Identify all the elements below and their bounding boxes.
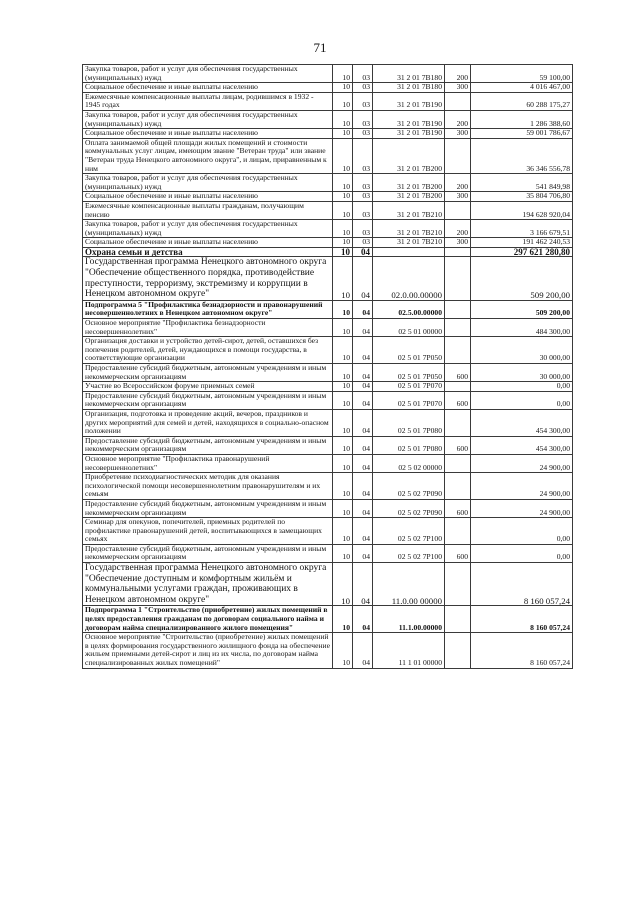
row-amount: 0,00 [471, 544, 573, 562]
table-row [83, 83, 573, 93]
row-name: Государственная программа Ненецкого автономного округа "Обеспечение общественного порядка, противодействие преступности, терроризму, экстремизму и коррупции в Ненецком автономном округе" [83, 257, 333, 300]
row-subsection: 04 [353, 563, 373, 606]
row-target-article: 02 5 01 7Р080 [373, 409, 445, 436]
row-subsection: 03 [353, 65, 373, 83]
row-expense-type: 600 [445, 391, 471, 409]
row-section: 10 [333, 238, 353, 248]
row-subsection: 04 [353, 633, 373, 668]
row-section: 10 [333, 65, 353, 83]
row-subsection: 03 [353, 238, 373, 248]
row-target-article: 11.0.00 00000 [373, 563, 445, 606]
row-subsection: 03 [353, 110, 373, 128]
row-expense-type: 600 [445, 499, 471, 517]
row-name: Предоставление субсидий бюджетным, автономным учреждениям и иным некоммерческим организациям [83, 544, 333, 562]
table-row [83, 454, 573, 472]
row-name: Семинар для опекунов, попечителей, приемных родителей по профилактике правонарушений детей, воспитывающихся в замещающих семьях [83, 518, 333, 545]
table-row [83, 364, 573, 382]
row-amount: 59 100,00 [471, 65, 573, 83]
table-row [83, 220, 573, 238]
row-amount: 454 300,00 [471, 409, 573, 436]
row-subsection: 03 [353, 92, 373, 110]
row-section: 10 [333, 499, 353, 517]
row-target-article: 02.0.00.00000 [373, 257, 445, 300]
row-section: 10 [333, 454, 353, 472]
row-expense-type: 300 [445, 238, 471, 248]
row-expense-type: 300 [445, 192, 471, 202]
table-row [83, 247, 573, 257]
row-subsection: 04 [353, 473, 373, 500]
table-row [83, 563, 573, 606]
row-expense-type [445, 563, 471, 606]
table-row [83, 110, 573, 128]
row-subsection: 04 [353, 391, 373, 409]
row-target-article: 31 2 01 7В200 [373, 192, 445, 202]
row-name: Организация доставки и устройство детей-сирот, детей, оставшихся без попечения родителей, детей, нуждающихся в помощи государства, в соответствующие организации [83, 337, 333, 364]
row-target-article: 31 2 01 7В210 [373, 201, 445, 219]
row-target-article: 02 5 02 7Р100 [373, 518, 445, 545]
row-target-article: 02 5 02 7Р090 [373, 499, 445, 517]
row-name: Предоставление субсидий бюджетным, автономным учреждениям и иным некоммерческим организациям [83, 391, 333, 409]
row-name: Закупка товаров, работ и услуг для обеспечения государственных (муниципальных) нужд [83, 220, 333, 238]
table-row [83, 201, 573, 219]
row-section: 10 [333, 319, 353, 337]
table-row [83, 174, 573, 192]
row-target-article: 02 5 01 7Р080 [373, 436, 445, 454]
row-section: 10 [333, 247, 353, 257]
row-target-article: 31 2 01 7В180 [373, 83, 445, 93]
budget-table [82, 64, 573, 669]
row-name: Организация, подготовка и проведение акций, вечеров, праздников и других мероприятий для семей и детей, находящихся в социально-опасном положении [83, 409, 333, 436]
row-target-article: 02 5 02 7Р100 [373, 544, 445, 562]
row-expense-type [445, 409, 471, 436]
row-amount: 509 200,00 [471, 257, 573, 300]
row-section: 10 [333, 633, 353, 668]
table-row [83, 633, 573, 668]
row-subsection: 03 [353, 174, 373, 192]
row-subsection: 04 [353, 499, 373, 517]
row-amount: 24 900,00 [471, 473, 573, 500]
row-target-article: 11.1.00.00000 [373, 606, 445, 633]
row-name: Предоставление субсидий бюджетным, автономным учреждениям и иным некоммерческим организациям [83, 499, 333, 517]
row-expense-type [445, 138, 471, 173]
row-amount: 0,00 [471, 391, 573, 409]
row-name: Подпрограмма 5 "Профилактика безнадзорности и правонарушений несовершеннолетних в Ненецком автономном округе" [83, 300, 333, 318]
row-target-article: 02 5 02 00000 [373, 454, 445, 472]
table-row [83, 544, 573, 562]
row-amount: 454 300,00 [471, 436, 573, 454]
row-amount: 484 300,00 [471, 319, 573, 337]
row-name: Основное мероприятие "Профилактика безнадзорности несовершеннолетних" [83, 319, 333, 337]
row-target-article: 31 2 01 7В190 [373, 92, 445, 110]
row-expense-type [445, 633, 471, 668]
row-target-article: 31 2 01 7В200 [373, 174, 445, 192]
row-amount: 0,00 [471, 518, 573, 545]
row-expense-type: 300 [445, 129, 471, 139]
row-section: 10 [333, 382, 353, 392]
row-subsection: 03 [353, 138, 373, 173]
row-target-article: 02 5 01 7Р050 [373, 337, 445, 364]
row-target-article: 02.5.00.00000 [373, 300, 445, 318]
table-row [83, 129, 573, 139]
row-amount: 8 160 057,24 [471, 606, 573, 633]
row-subsection: 04 [353, 319, 373, 337]
row-amount: 0,00 [471, 382, 573, 392]
table-row [83, 499, 573, 517]
row-section: 10 [333, 337, 353, 364]
row-expense-type: 600 [445, 436, 471, 454]
row-section: 10 [333, 83, 353, 93]
row-name: Предоставление субсидий бюджетным, автономным учреждениям и иным некоммерческим организациям [83, 364, 333, 382]
row-expense-type [445, 454, 471, 472]
row-amount: 541 849,98 [471, 174, 573, 192]
row-section: 10 [333, 409, 353, 436]
row-subsection: 04 [353, 454, 373, 472]
row-amount: 59 001 786,67 [471, 129, 573, 139]
row-expense-type [445, 92, 471, 110]
row-target-article [373, 247, 445, 257]
row-subsection: 03 [353, 220, 373, 238]
row-subsection: 03 [353, 83, 373, 93]
row-section: 10 [333, 138, 353, 173]
row-amount: 8 160 057,24 [471, 633, 573, 668]
row-expense-type [445, 247, 471, 257]
row-name: Участие во Всероссийском форуме приемных семей [83, 382, 333, 392]
row-name: Основное мероприятие "Профилактика правонарушений несовершеннолетних" [83, 454, 333, 472]
row-subsection: 04 [353, 300, 373, 318]
row-target-article: 02 5 01 00000 [373, 319, 445, 337]
row-target-article: 11 1 01 00000 [373, 633, 445, 668]
table-row [83, 257, 573, 300]
row-section: 10 [333, 192, 353, 202]
row-subsection: 03 [353, 129, 373, 139]
row-name: Подпрограмма 1 "Строительство (приобретение) жилых помещений в целях предоставления гражданам по договорам социального найма и договорам найма специализированного жилого помещения" [83, 606, 333, 633]
row-name: Закупка товаров, работ и услуг для обеспечения государственных (муниципальных) нужд [83, 174, 333, 192]
table-row [83, 518, 573, 545]
row-amount: 60 288 175,27 [471, 92, 573, 110]
row-expense-type [445, 518, 471, 545]
row-section: 10 [333, 391, 353, 409]
row-subsection: 04 [353, 337, 373, 364]
row-name: Социальное обеспечение и иные выплаты населению [83, 83, 333, 93]
row-target-article: 31 2 01 7В190 [373, 129, 445, 139]
row-amount: 8 160 057,24 [471, 563, 573, 606]
table-row [83, 300, 573, 318]
row-target-article: 02 5 01 7Р070 [373, 391, 445, 409]
row-amount: 35 804 706,80 [471, 192, 573, 202]
row-expense-type [445, 257, 471, 300]
table-row [83, 606, 573, 633]
row-name: Ежемесячные компенсационные выплаты гражданам, получающим пенсию [83, 201, 333, 219]
row-name: Оплата занимаемой общей площади жилых помещений и стоимости коммунальных услуг лицам, имеющим звание "Ветеран труда" или звание "Ветеран труда Ненецкого автономного округа", и лицам, приравненным к ним [83, 138, 333, 173]
table-row [83, 238, 573, 248]
row-subsection: 04 [353, 382, 373, 392]
page-number: 71 [313, 40, 327, 55]
row-expense-type: 200 [445, 174, 471, 192]
row-subsection: 04 [353, 544, 373, 562]
row-expense-type [445, 337, 471, 364]
row-target-article: 02 5 01 7Р070 [373, 382, 445, 392]
row-expense-type: 200 [445, 110, 471, 128]
row-target-article: 31 2 01 7В180 [373, 65, 445, 83]
table-row [83, 473, 573, 500]
row-expense-type: 300 [445, 83, 471, 93]
row-name: Закупка товаров, работ и услуг для обеспечения государственных (муниципальных) нужд [83, 65, 333, 83]
table-row [83, 319, 573, 337]
row-amount: 194 628 920,04 [471, 201, 573, 219]
row-section: 10 [333, 473, 353, 500]
row-subsection: 04 [353, 247, 373, 257]
row-expense-type [445, 606, 471, 633]
row-amount: 3 166 679,51 [471, 220, 573, 238]
row-amount: 30 000,00 [471, 337, 573, 364]
row-section: 10 [333, 174, 353, 192]
row-section: 10 [333, 110, 353, 128]
row-expense-type: 200 [445, 65, 471, 83]
row-amount: 4 016 467,00 [471, 83, 573, 93]
row-target-article: 31 2 01 7В190 [373, 110, 445, 128]
table-row [83, 65, 573, 83]
table-row [83, 382, 573, 392]
row-subsection: 04 [353, 436, 373, 454]
row-section: 10 [333, 606, 353, 633]
row-subsection: 04 [353, 409, 373, 436]
row-subsection: 03 [353, 201, 373, 219]
row-subsection: 04 [353, 257, 373, 300]
row-amount: 24 900,00 [471, 499, 573, 517]
row-name: Предоставление субсидий бюджетным, автономным учреждениям и иным некоммерческим организациям [83, 436, 333, 454]
row-section: 10 [333, 518, 353, 545]
row-section: 10 [333, 364, 353, 382]
table-row [83, 436, 573, 454]
row-name: Основное мероприятие "Строительство (приобретение) жилых помещений в целях формирования государственного жилищного фонда на обеспечение жильем приемными детей-сирот и лиц из их числа, по договорам найма специализированных жилых помещений" [83, 633, 333, 668]
row-target-article: 31 2 01 7В210 [373, 220, 445, 238]
row-amount: 1 286 388,60 [471, 110, 573, 128]
row-amount: 191 462 240,53 [471, 238, 573, 248]
row-amount: 509 200,00 [471, 300, 573, 318]
row-section: 10 [333, 563, 353, 606]
row-expense-type: 600 [445, 544, 471, 562]
row-name: Социальное обеспечение и иные выплаты населению [83, 192, 333, 202]
row-target-article: 31 2 01 7В200 [373, 138, 445, 173]
row-expense-type: 200 [445, 220, 471, 238]
row-section: 10 [333, 257, 353, 300]
row-section: 10 [333, 201, 353, 219]
row-name: Охрана семьи и детства [83, 247, 333, 257]
row-expense-type: 600 [445, 364, 471, 382]
row-expense-type [445, 319, 471, 337]
table-row [83, 138, 573, 173]
row-section: 10 [333, 129, 353, 139]
row-name: Социальное обеспечение и иные выплаты населению [83, 238, 333, 248]
row-section: 10 [333, 92, 353, 110]
row-target-article: 31 2 01 7В210 [373, 238, 445, 248]
row-target-article: 02 5 02 7Р090 [373, 473, 445, 500]
row-subsection: 03 [353, 192, 373, 202]
row-name: Ежемесячные компенсационные выплаты лицам, родившимся в 1932 - 1945 годах [83, 92, 333, 110]
row-amount: 36 346 556,78 [471, 138, 573, 173]
row-amount: 30 000,00 [471, 364, 573, 382]
row-section: 10 [333, 544, 353, 562]
row-name: Закупка товаров, работ и услуг для обеспечения государственных (муниципальных) нужд [83, 110, 333, 128]
row-expense-type [445, 201, 471, 219]
table-row [83, 92, 573, 110]
table-row [83, 192, 573, 202]
table-row [83, 409, 573, 436]
row-section: 10 [333, 436, 353, 454]
row-subsection: 04 [353, 364, 373, 382]
row-expense-type [445, 300, 471, 318]
row-name: Приобретение психодиагностических методик для оказания психологической помощи несовершеннолетним правонарушителям и их семьям [83, 473, 333, 500]
table-row [83, 391, 573, 409]
row-section: 10 [333, 300, 353, 318]
row-subsection: 04 [353, 606, 373, 633]
table-row [83, 337, 573, 364]
row-target-article: 02 5 01 7Р050 [373, 364, 445, 382]
row-amount: 24 900,00 [471, 454, 573, 472]
row-expense-type [445, 473, 471, 500]
row-name: Социальное обеспечение и иные выплаты населению [83, 129, 333, 139]
row-amount: 297 621 280,80 [471, 247, 573, 257]
row-section: 10 [333, 220, 353, 238]
row-subsection: 04 [353, 518, 373, 545]
row-expense-type [445, 382, 471, 392]
row-name: Государственная программа Ненецкого автономного округа "Обеспечение доступным и комфортным жильём и коммунальными услугами граждан, проживающих в Ненецком автономном округе" [83, 563, 333, 606]
